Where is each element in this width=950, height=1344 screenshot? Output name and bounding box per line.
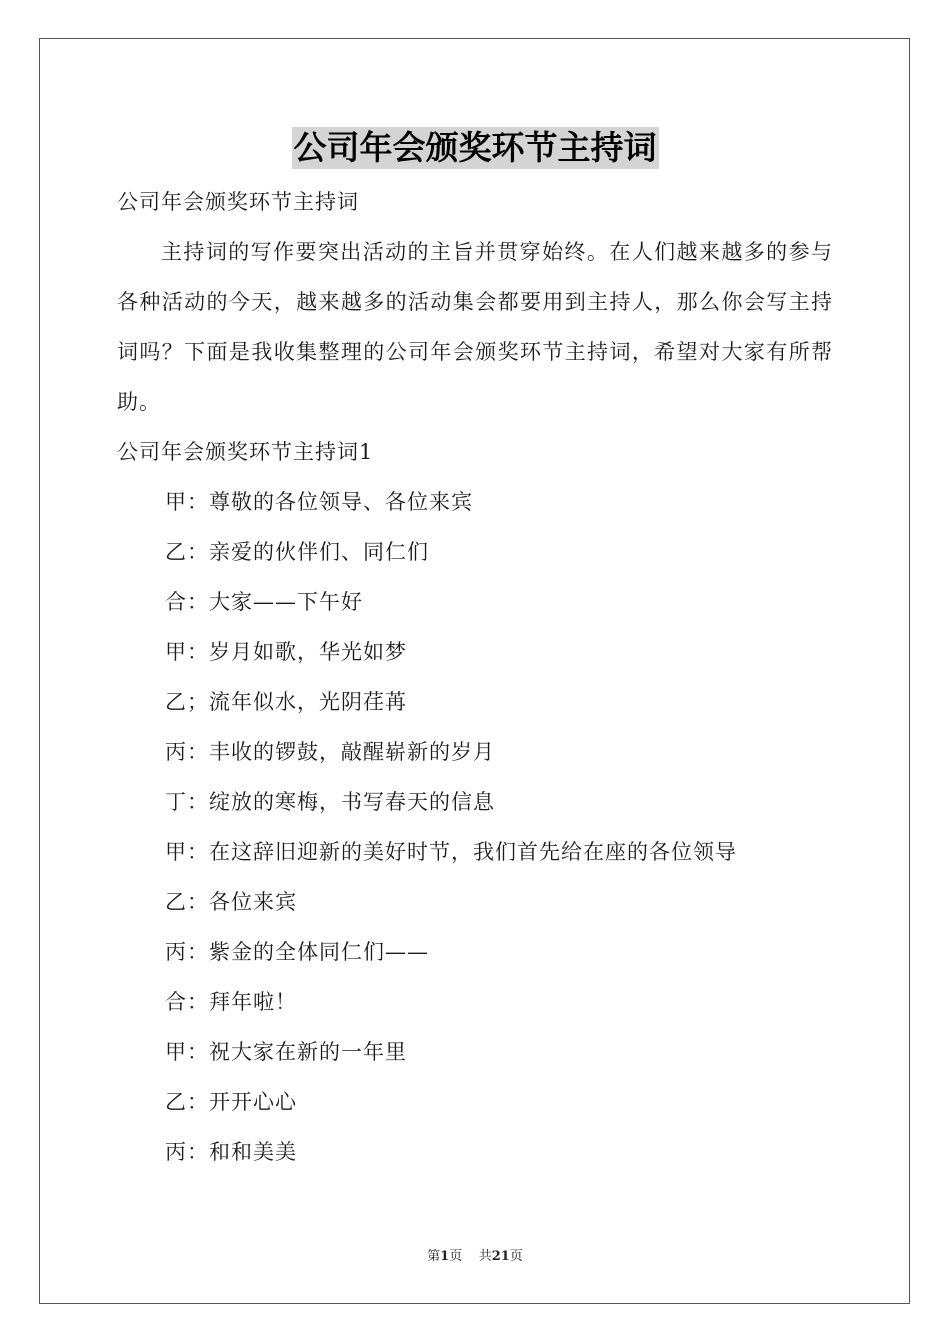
document-title: 公司年会颁奖环节主持词 [293,128,657,167]
script-line: 丁：绽放的寒梅，书写春天的信息 [165,790,495,814]
intro-paragraph: 主持词的写作要突出活动的主旨并贯穿始终。在人们越来越多的参与各种活动的今天，越来越多的活动集会都要用到主持人，那么你会写主持词吗？下面是我收集整理的公司年会颁奖环节主持词，希望对大家有所帮助。 [117,240,833,414]
page-suffix: 页 [449,1249,463,1264]
script-line: 乙：各位来宾 [165,890,297,914]
script-line: 乙：亲爱的伙伴们、同仁们 [165,540,429,564]
title-container [0,127,950,169]
section-heading: 公司年会颁奖环节主持词1 [117,440,374,464]
script-line: 丙：紫金的全体同仁们—— [165,940,429,964]
script-line: 甲：在这辞旧迎新的美好时节，我们首先给在座的各位领导 [165,840,737,864]
document-body [117,177,833,1177]
page-number: 1 [440,1249,450,1264]
script-line: 合：大家——下午好 [165,590,363,614]
total-pages: 21 [491,1249,510,1264]
script-line: 甲：尊敬的各位领导、各位来宾 [165,490,473,514]
script-line: 乙：开开心心 [165,1090,297,1114]
script-line: 甲：岁月如歌，华光如梦 [165,640,407,664]
total-prefix: 共 [478,1249,492,1264]
document-subtitle: 公司年会颁奖环节主持词 [117,190,359,214]
script-line: 丙：和和美美 [165,1140,297,1164]
script-line: 合：拜年啦！ [165,990,297,1014]
total-suffix: 页 [509,1249,523,1264]
script-line: 丙：丰收的锣鼓，敲醒崭新的岁月 [165,740,495,764]
page-prefix: 第 [427,1249,441,1264]
script-line: 乙；流年似水，光阴荏苒 [165,690,407,714]
script-line: 甲：祝大家在新的一年里 [165,1040,407,1064]
page-footer [0,1247,950,1267]
